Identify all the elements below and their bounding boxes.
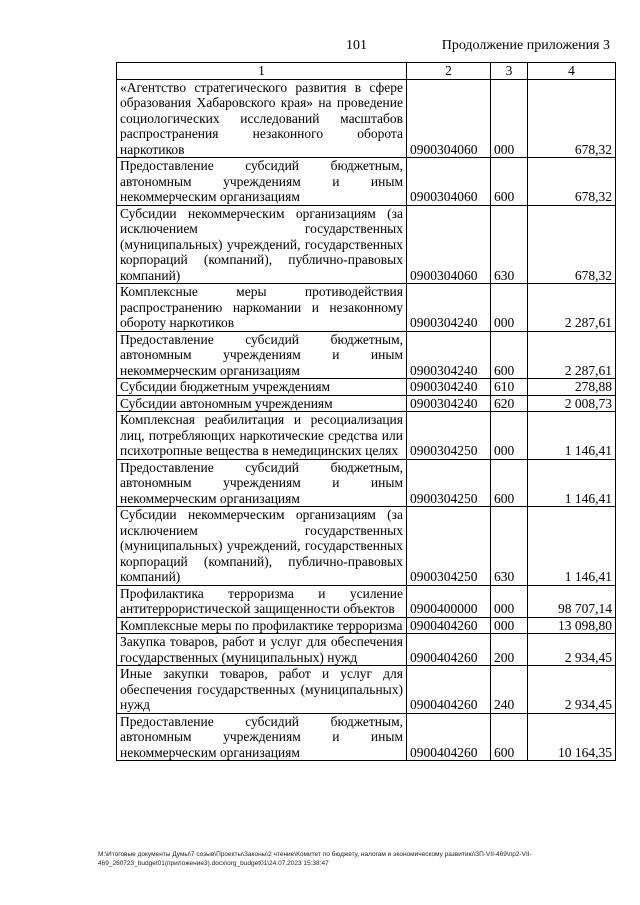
table-row: [117, 331, 616, 379]
row-name-cell: Предоставление субсидий бюджетным, автономным учреждениям и иным некоммерческим организациям: [117, 158, 407, 206]
table-row: [117, 412, 616, 460]
table-row: [117, 395, 616, 412]
table-row: [117, 79, 616, 158]
table-row: [117, 634, 616, 666]
row-code-cell: 0900304250: [407, 507, 491, 586]
row-name-cell: Субсидии бюджетным учреждениям: [117, 379, 407, 396]
row-sum-cell: 2 008,73: [528, 395, 616, 412]
row-sum-cell: 2 287,61: [528, 284, 616, 332]
row-sum-cell: 278,88: [528, 379, 616, 396]
row-name-cell: Предоставление субсидий бюджетным, автономным учреждениям и иным некоммерческим организациям: [117, 713, 407, 761]
row-sum-cell: 13 098,80: [528, 617, 616, 634]
table-row: [117, 379, 616, 396]
row-code-cell: 0900304240: [407, 284, 491, 332]
column-header: 1: [117, 63, 407, 80]
row-name-cell: Комплексные меры по профилактике терроризма: [117, 617, 407, 634]
row-sum-cell: 678,32: [528, 205, 616, 284]
row-type-cell: 000: [491, 585, 528, 617]
column-header: 2: [407, 63, 491, 80]
row-type-cell: 240: [491, 666, 528, 714]
row-type-cell: 630: [491, 507, 528, 586]
table-row: [117, 617, 616, 634]
row-type-cell: 600: [491, 158, 528, 206]
row-type-cell: 200: [491, 634, 528, 666]
row-sum-cell: 1 146,41: [528, 412, 616, 460]
row-code-cell: 0900400000: [407, 585, 491, 617]
document-path-footer: М:\Итоговые документы Думы\7 созыв\Проекты\Законы\2 чтение\Комитет по бюджету, налогам и экономическому развитию\ЗП-VII-469\пр2-VII-469_260723_budget01(приложение3).docx\org_budget01\24.07.2023 15:38:47: [98, 851, 532, 867]
row-sum-cell: 2 934,45: [528, 666, 616, 714]
row-code-cell: 0900304240: [407, 395, 491, 412]
row-type-cell: 600: [491, 331, 528, 379]
row-code-cell: 0900304060: [407, 158, 491, 206]
row-name-cell: Субсидии некоммерческим организациям (за исключением государственных (муниципальных) учреждений, государственных корпораций (компаний), публично-правовых компаний): [117, 205, 407, 284]
row-code-cell: 0900404260: [407, 666, 491, 714]
row-type-cell: 600: [491, 713, 528, 761]
row-sum-cell: 10 164,35: [528, 713, 616, 761]
row-type-cell: 600: [491, 459, 528, 507]
row-code-cell: 0900404260: [407, 713, 491, 761]
table-row: [117, 284, 616, 332]
row-name-cell: Предоставление субсидий бюджетным, автономным учреждениям и иным некоммерческим организациям: [117, 459, 407, 507]
row-name-cell: Субсидии автономным учреждениям: [117, 395, 407, 412]
table-body: [117, 79, 616, 761]
row-sum-cell: 678,32: [528, 158, 616, 206]
row-name-cell: Закупка товаров, работ и услуг для обеспечения государственных (муниципальных) нужд: [117, 634, 407, 666]
row-code-cell: 0900304250: [407, 459, 491, 507]
row-name-cell: Субсидии некоммерческим организациям (за исключением государственных (муниципальных) учреждений, государственных корпораций (компаний), публично-правовых компаний): [117, 507, 407, 586]
row-type-cell: 000: [491, 617, 528, 634]
table-header-row: [117, 63, 616, 80]
row-name-cell: Предоставление субсидий бюджетным, автономным учреждениям и иным некоммерческим организациям: [117, 331, 407, 379]
column-header: 4: [528, 63, 616, 80]
table-row: [117, 585, 616, 617]
continuation-label: Продолжение приложения 3: [441, 38, 610, 53]
row-name-cell: Комплексные меры противодействия распространению наркомании и незаконному обороту наркотиков: [117, 284, 407, 332]
row-sum-cell: 2 287,61: [528, 331, 616, 379]
row-name-cell: Комплексная реабилитация и ресоциализация лиц, потребляющих наркотические средства или психотропные вещества в немедицинских целях: [117, 412, 407, 460]
row-code-cell: 0900304060: [407, 79, 491, 158]
row-type-cell: 000: [491, 412, 528, 460]
row-name-cell: Профилактика терроризма и усиление антитеррористической защищенности объектов: [117, 585, 407, 617]
table-row: [117, 666, 616, 714]
row-name-cell: Иные закупки товаров, работ и услуг для обеспечения государственных (муниципальных) нужд: [117, 666, 407, 714]
column-header: 3: [491, 63, 528, 80]
row-code-cell: 0900304250: [407, 412, 491, 460]
row-sum-cell: 1 146,41: [528, 459, 616, 507]
table-row: [117, 158, 616, 206]
row-type-cell: 610: [491, 379, 528, 396]
table-row: [117, 507, 616, 586]
row-sum-cell: 2 934,45: [528, 634, 616, 666]
row-code-cell: 0900304240: [407, 379, 491, 396]
row-name-cell: «Агентство стратегического развития в сфере образования Хабаровского края» на проведение социологических исследований масштабов распространения незаконного оборота наркотиков: [117, 79, 407, 158]
row-code-cell: 0900404260: [407, 617, 491, 634]
page-number: 101: [346, 38, 367, 53]
row-code-cell: 0900304060: [407, 205, 491, 284]
row-type-cell: 000: [491, 284, 528, 332]
row-sum-cell: 678,32: [528, 79, 616, 158]
row-type-cell: 620: [491, 395, 528, 412]
table-row: [117, 713, 616, 761]
budget-table: [116, 62, 616, 761]
row-sum-cell: 98 707,14: [528, 585, 616, 617]
row-sum-cell: 1 146,41: [528, 507, 616, 586]
row-code-cell: 0900404260: [407, 634, 491, 666]
row-type-cell: 630: [491, 205, 528, 284]
row-code-cell: 0900304240: [407, 331, 491, 379]
table-row: [117, 459, 616, 507]
table-row: [117, 205, 616, 284]
row-type-cell: 000: [491, 79, 528, 158]
